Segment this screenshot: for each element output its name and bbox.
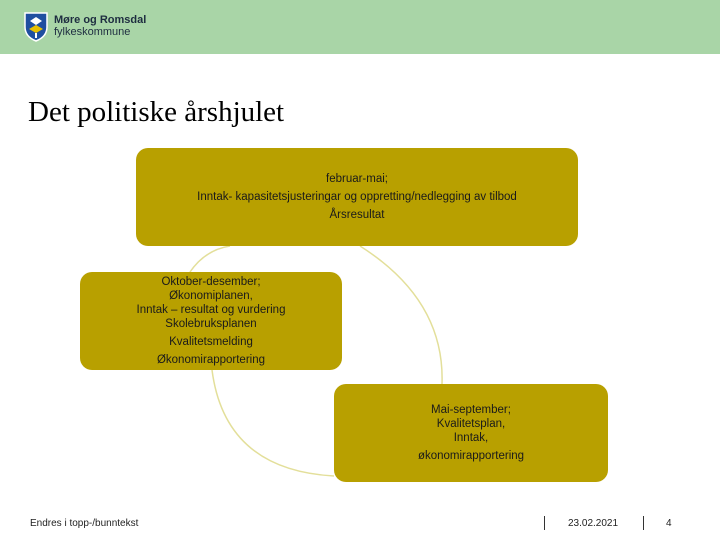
box-line: februar-mai; [326, 173, 388, 185]
page-number: 4 [666, 518, 672, 529]
cycle-box-mai-sep [334, 384, 608, 482]
box-line: Inntak, [453, 432, 489, 444]
box-line: Økonomiplanen, [169, 290, 253, 302]
box-line: Økonomirapportering [156, 354, 265, 366]
box-line: Inntak – resultat og vurdering [136, 304, 286, 316]
box-line: Kvalitetsmelding [169, 336, 253, 348]
box-line: økonomirapportering [417, 450, 525, 462]
footer-date: 23.02.2021 [568, 518, 619, 529]
footer-divider [643, 516, 644, 530]
arc-mai-to-okt [212, 370, 334, 476]
org-name-line1: Møre og Romsdal [54, 14, 147, 26]
box-line: Årsresultat [329, 209, 385, 221]
box-line: Mai-september; [431, 404, 511, 416]
box-line: Inntak- kapasitetsjusteringar og oppretting/nedlegging av tilbod [197, 191, 517, 203]
page-title: Det politiske årshjulet [28, 96, 285, 128]
box-line: Skolebruksplanen [165, 318, 257, 330]
box-line: Kvalitetsplan, [436, 418, 506, 430]
cycle-box-feb-mai [136, 148, 578, 246]
arc-okt-to-feb [190, 246, 230, 272]
arc-feb-to-mai [360, 246, 442, 384]
box-line: Oktober-desember; [161, 276, 261, 288]
footer-text: Endres i topp-/bunntekst [30, 518, 139, 529]
cycle-box-okt-des [80, 272, 342, 370]
footer-divider [544, 516, 545, 530]
org-name-line2: fylkeskommune [54, 26, 131, 38]
